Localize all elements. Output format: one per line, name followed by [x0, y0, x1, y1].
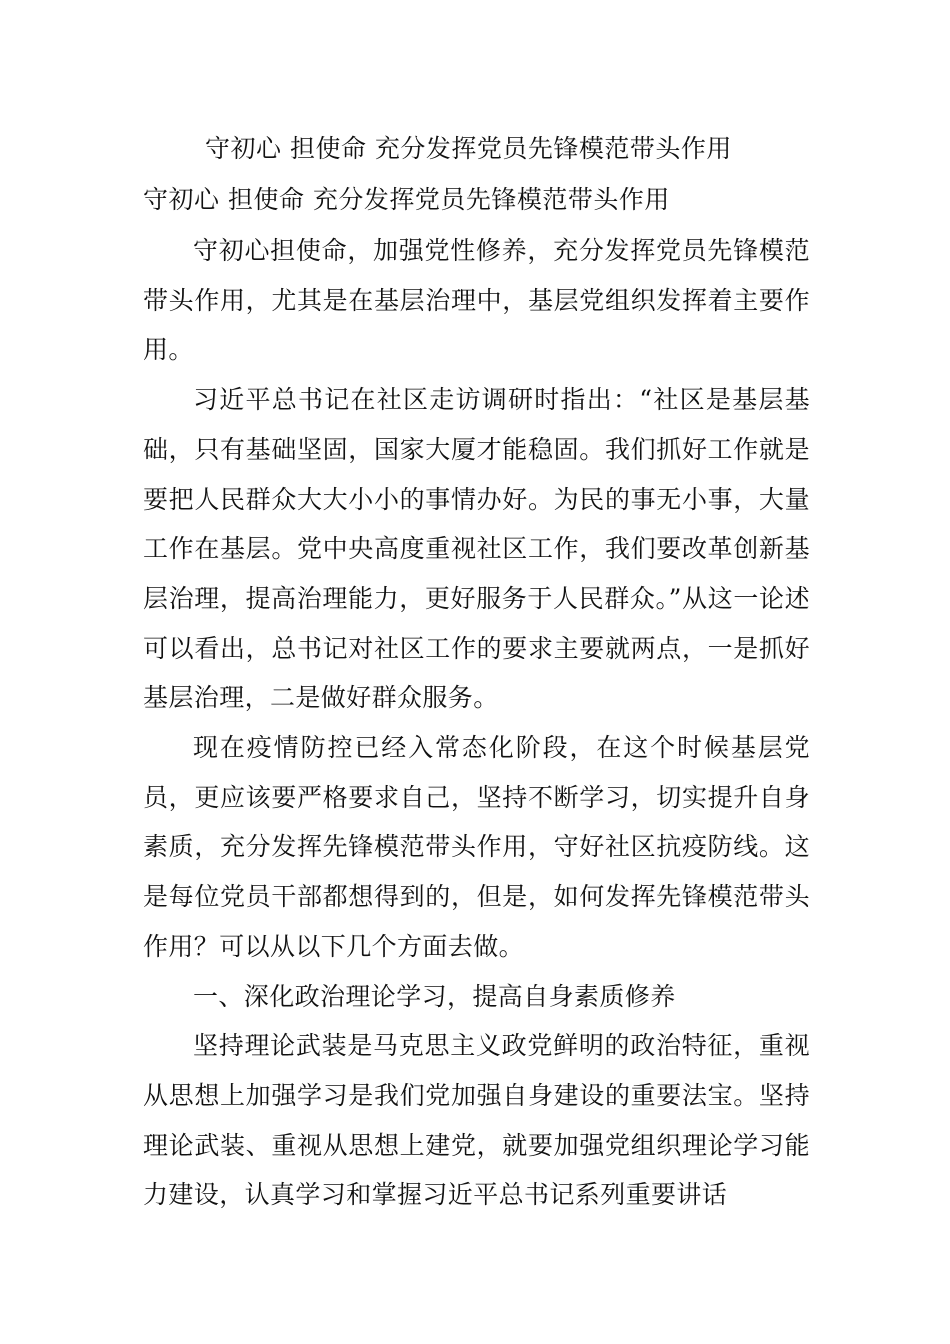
paragraph-intro: 守初心担使命，加强党性修养，充分发挥党员先锋模范带头作用，尤其是在基层治理中，基层党组织发挥着主要作用。: [143, 236, 810, 365]
section-heading-1: 一、深化政治理论学习，提高自身素质修养: [193, 981, 676, 1011]
document-title: 守初心 担使命 充分发挥党员先锋模范带头作用: [205, 134, 732, 163]
paragraph-theory: 坚持理论武装是马克思主义政党鲜明的政治特征，重视从思想上加强学习是我们党加强自身建设的重要法宝。坚持理论武装、重视从思想上建党，就要加强党组织理论学习能力建设，认真学习和掌握习近平总书记系列重要讲话: [143, 1031, 810, 1210]
document-subtitle: 守初心 担使命 充分发挥党员先锋模范带头作用: [143, 185, 670, 214]
paragraph-quote: 习近平总书记在社区走访调研时指出：“社区是基层基础，只有基础坚固，国家大厦才能稳固。我们抓好工作就是要把人民群众大大小小的事情办好。为民的事无小事，大量工作在基层。党中央高度重视社区工作，我们要改革创新基层治理，提高治理能力，更好服务于人民群众。”从这一论述可以看出，总书记对社区工作的要求主要就两点，一是抓好基层治理，二是做好群众服务。: [143, 385, 810, 713]
document-body: [143, 226, 810, 1220]
paragraph-epidemic: 现在疫情防控已经入常态化阶段，在这个时候基层党员，更应该要严格要求自己，坚持不断学习，切实提升自身素质，充分发挥先锋模范带头作用，守好社区抗疫防线。这是每位党员干部都想得到的，但是，如何发挥先锋模范带头作用？可以从以下几个方面去做。: [143, 733, 810, 961]
